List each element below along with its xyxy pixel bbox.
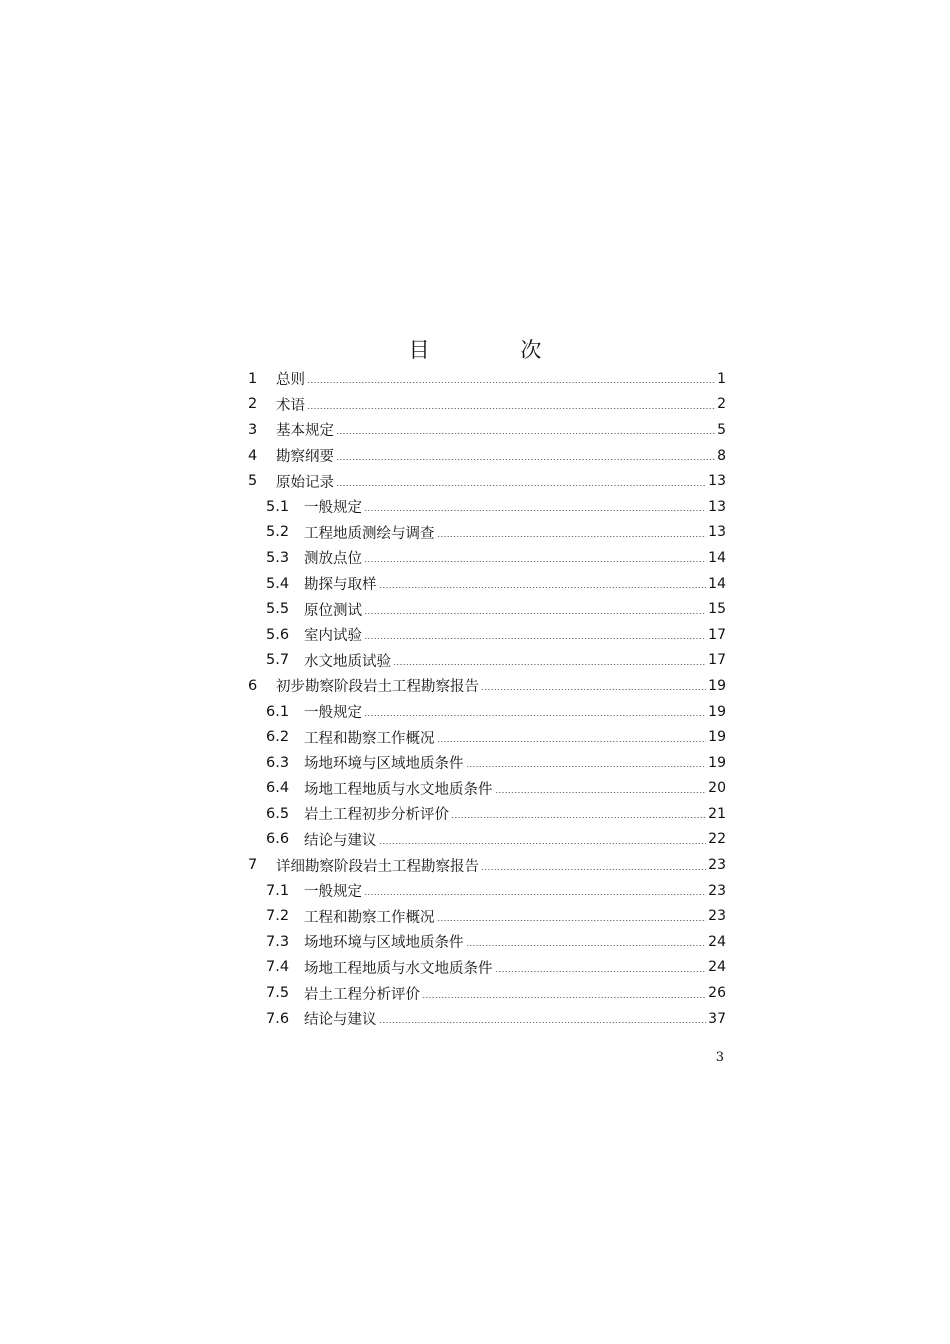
dot-leader bbox=[364, 715, 706, 716]
toc-entry-title: 场地工程地质与水文地质条件 bbox=[304, 960, 493, 977]
dot-leader bbox=[364, 510, 706, 511]
toc-entry-page: 23 bbox=[708, 857, 726, 874]
dot-leader bbox=[336, 485, 706, 486]
toc-entry[interactable] bbox=[248, 980, 726, 1006]
dot-leader bbox=[437, 741, 707, 742]
toc-entry-page: 21 bbox=[708, 805, 726, 822]
toc-entry-title: 岩土工程分析评价 bbox=[304, 986, 420, 1003]
toc-entry[interactable] bbox=[248, 929, 726, 955]
toc-entry-title: 勘探与取样 bbox=[304, 577, 377, 594]
toc-entry-page: 19 bbox=[708, 677, 726, 694]
dot-leader bbox=[437, 920, 707, 921]
toc-entry-number: 7.1 bbox=[266, 882, 290, 899]
toc-entry-page: 13 bbox=[708, 524, 726, 541]
toc-entry-title: 测放点位 bbox=[304, 551, 362, 568]
toc-entry-page: 13 bbox=[708, 498, 726, 515]
toc-entry-page: 17 bbox=[708, 626, 726, 643]
dot-leader bbox=[307, 382, 715, 383]
toc-entry-title: 基本规定 bbox=[276, 423, 334, 440]
dot-leader bbox=[379, 843, 707, 844]
toc-entry-title: 原位测试 bbox=[304, 602, 362, 619]
toc-entry[interactable] bbox=[248, 1006, 726, 1032]
dot-leader bbox=[364, 894, 706, 895]
toc-entry-title: 一般规定 bbox=[304, 884, 362, 901]
toc-entry-number: 5.3 bbox=[266, 549, 290, 566]
toc-entry-number: 6.3 bbox=[266, 754, 290, 771]
toc-entry[interactable] bbox=[248, 648, 726, 674]
toc-entry-number: 5.6 bbox=[266, 626, 290, 643]
toc-entry-title: 初步勘察阶段岩土工程勘察报告 bbox=[276, 679, 479, 696]
toc-entry-title: 原始记录 bbox=[276, 474, 334, 491]
toc-entry-page: 8 bbox=[717, 447, 726, 464]
toc-entry-number: 5.7 bbox=[266, 652, 290, 669]
toc-entry-title: 场地工程地质与水文地质条件 bbox=[304, 781, 493, 798]
toc-entry-page: 37 bbox=[708, 1010, 726, 1027]
toc-entry-page: 23 bbox=[708, 908, 726, 925]
toc-entry[interactable] bbox=[248, 852, 726, 878]
toc-entry-page: 22 bbox=[708, 831, 726, 848]
toc-entry-number: 6.6 bbox=[266, 831, 290, 848]
toc-entry[interactable] bbox=[248, 878, 726, 904]
toc-entry-page: 23 bbox=[708, 882, 726, 899]
toc-entry[interactable] bbox=[248, 776, 726, 802]
toc-entry[interactable] bbox=[248, 801, 726, 827]
toc-entry-page: 24 bbox=[708, 959, 726, 976]
toc-entry-number: 7.4 bbox=[266, 959, 290, 976]
toc-entry-page: 1 bbox=[717, 370, 726, 387]
toc-entry-number: 5.4 bbox=[266, 575, 290, 592]
dot-leader bbox=[364, 638, 706, 639]
dot-leader bbox=[495, 792, 707, 793]
dot-leader bbox=[307, 408, 715, 409]
toc-entry-page: 14 bbox=[708, 549, 726, 566]
toc-entry-title: 结论与建议 bbox=[304, 1012, 377, 1029]
toc-entry[interactable] bbox=[248, 673, 726, 699]
toc-entry-page: 19 bbox=[708, 729, 726, 746]
toc-entry-title: 工程地质测绘与调查 bbox=[304, 525, 435, 542]
toc-entry-number: 6.4 bbox=[266, 780, 290, 797]
toc-entry-number: 2 bbox=[248, 396, 258, 413]
dot-leader bbox=[336, 459, 715, 460]
dot-leader bbox=[437, 536, 707, 537]
dot-leader bbox=[451, 817, 706, 818]
dot-leader bbox=[364, 613, 706, 614]
toc-entry-number: 3 bbox=[248, 421, 258, 438]
toc-entry-number: 4 bbox=[248, 447, 258, 464]
toc-entry-title: 结论与建议 bbox=[304, 832, 377, 849]
toc-entry-title: 详细勘察阶段岩土工程勘察报告 bbox=[276, 858, 479, 875]
toc-entry[interactable] bbox=[248, 699, 726, 725]
toc-entry-page: 13 bbox=[708, 473, 726, 490]
toc-entry-number: 6.1 bbox=[266, 703, 290, 720]
toc-entry-number: 7.6 bbox=[266, 1010, 290, 1027]
toc-entry[interactable] bbox=[248, 903, 726, 929]
toc-entry-number: 6.5 bbox=[266, 805, 290, 822]
toc-entry-title: 岩土工程初步分析评价 bbox=[304, 807, 449, 824]
toc-title: 目 次 bbox=[408, 338, 584, 362]
toc-entry-title: 勘察纲要 bbox=[276, 449, 334, 466]
toc-entry[interactable] bbox=[248, 955, 726, 981]
toc-entry[interactable] bbox=[248, 392, 726, 418]
toc-entry-title: 室内试验 bbox=[304, 628, 362, 645]
dot-leader bbox=[481, 689, 706, 690]
toc-entry-page: 2 bbox=[717, 396, 726, 413]
dot-leader bbox=[393, 664, 706, 665]
toc-entry-number: 7.3 bbox=[266, 933, 290, 950]
toc-entry[interactable] bbox=[248, 596, 726, 622]
toc-entry-title: 一般规定 bbox=[304, 500, 362, 517]
dot-leader bbox=[364, 561, 706, 562]
toc-entry-number: 1 bbox=[248, 370, 258, 387]
toc-entry[interactable] bbox=[248, 724, 726, 750]
toc-entry-number: 6 bbox=[248, 677, 258, 694]
toc-entry[interactable] bbox=[248, 366, 726, 392]
toc-entry[interactable] bbox=[248, 520, 726, 546]
toc-entry-page: 14 bbox=[708, 575, 726, 592]
toc-entry-title: 工程和勘察工作概况 bbox=[304, 730, 435, 747]
toc-entry-page: 19 bbox=[708, 703, 726, 720]
toc-entry-title: 水文地质试验 bbox=[304, 653, 391, 670]
dot-leader bbox=[379, 587, 707, 588]
toc-entry[interactable] bbox=[248, 571, 726, 597]
dot-leader bbox=[379, 1022, 707, 1023]
toc-entry-number: 6.2 bbox=[266, 729, 290, 746]
toc-entry-page: 20 bbox=[708, 780, 726, 797]
dot-leader bbox=[422, 997, 706, 998]
dot-leader bbox=[481, 869, 706, 870]
toc-entry[interactable] bbox=[248, 468, 726, 494]
dot-leader bbox=[466, 766, 707, 767]
toc-entry-number: 5 bbox=[248, 473, 258, 490]
toc-entry-page: 19 bbox=[708, 754, 726, 771]
toc-entry-title: 术语 bbox=[276, 397, 305, 414]
toc-entry-number: 7.5 bbox=[266, 985, 290, 1002]
toc-entry[interactable] bbox=[248, 750, 726, 776]
toc-entry-number: 7 bbox=[248, 857, 258, 874]
table-of-contents bbox=[248, 366, 726, 1031]
toc-entry[interactable] bbox=[248, 494, 726, 520]
toc-entry-page: 15 bbox=[708, 601, 726, 618]
toc-entry[interactable] bbox=[248, 827, 726, 853]
dot-leader bbox=[466, 945, 707, 946]
toc-entry-title: 场地环境与区域地质条件 bbox=[304, 935, 464, 952]
toc-entry[interactable] bbox=[248, 443, 726, 469]
toc-entry-page: 26 bbox=[708, 985, 726, 1002]
toc-entry-number: 5.2 bbox=[266, 524, 290, 541]
toc-entry[interactable] bbox=[248, 417, 726, 443]
toc-entry-page: 17 bbox=[708, 652, 726, 669]
toc-entry[interactable] bbox=[248, 545, 726, 571]
dot-leader bbox=[495, 971, 707, 972]
page-number: 3 bbox=[715, 1050, 724, 1065]
toc-entry-title: 场地环境与区域地质条件 bbox=[304, 756, 464, 773]
toc-entry-number: 5.1 bbox=[266, 498, 290, 515]
toc-entry-number: 7.2 bbox=[266, 908, 290, 925]
toc-entry-page: 24 bbox=[708, 933, 726, 950]
toc-entry-number: 5.5 bbox=[266, 601, 290, 618]
dot-leader bbox=[336, 433, 715, 434]
toc-entry-title: 一般规定 bbox=[304, 705, 362, 722]
toc-entry-title: 工程和勘察工作概况 bbox=[304, 909, 435, 926]
toc-entry-title: 总则 bbox=[276, 372, 305, 389]
toc-entry-page: 5 bbox=[717, 421, 726, 438]
toc-entry[interactable] bbox=[248, 622, 726, 648]
